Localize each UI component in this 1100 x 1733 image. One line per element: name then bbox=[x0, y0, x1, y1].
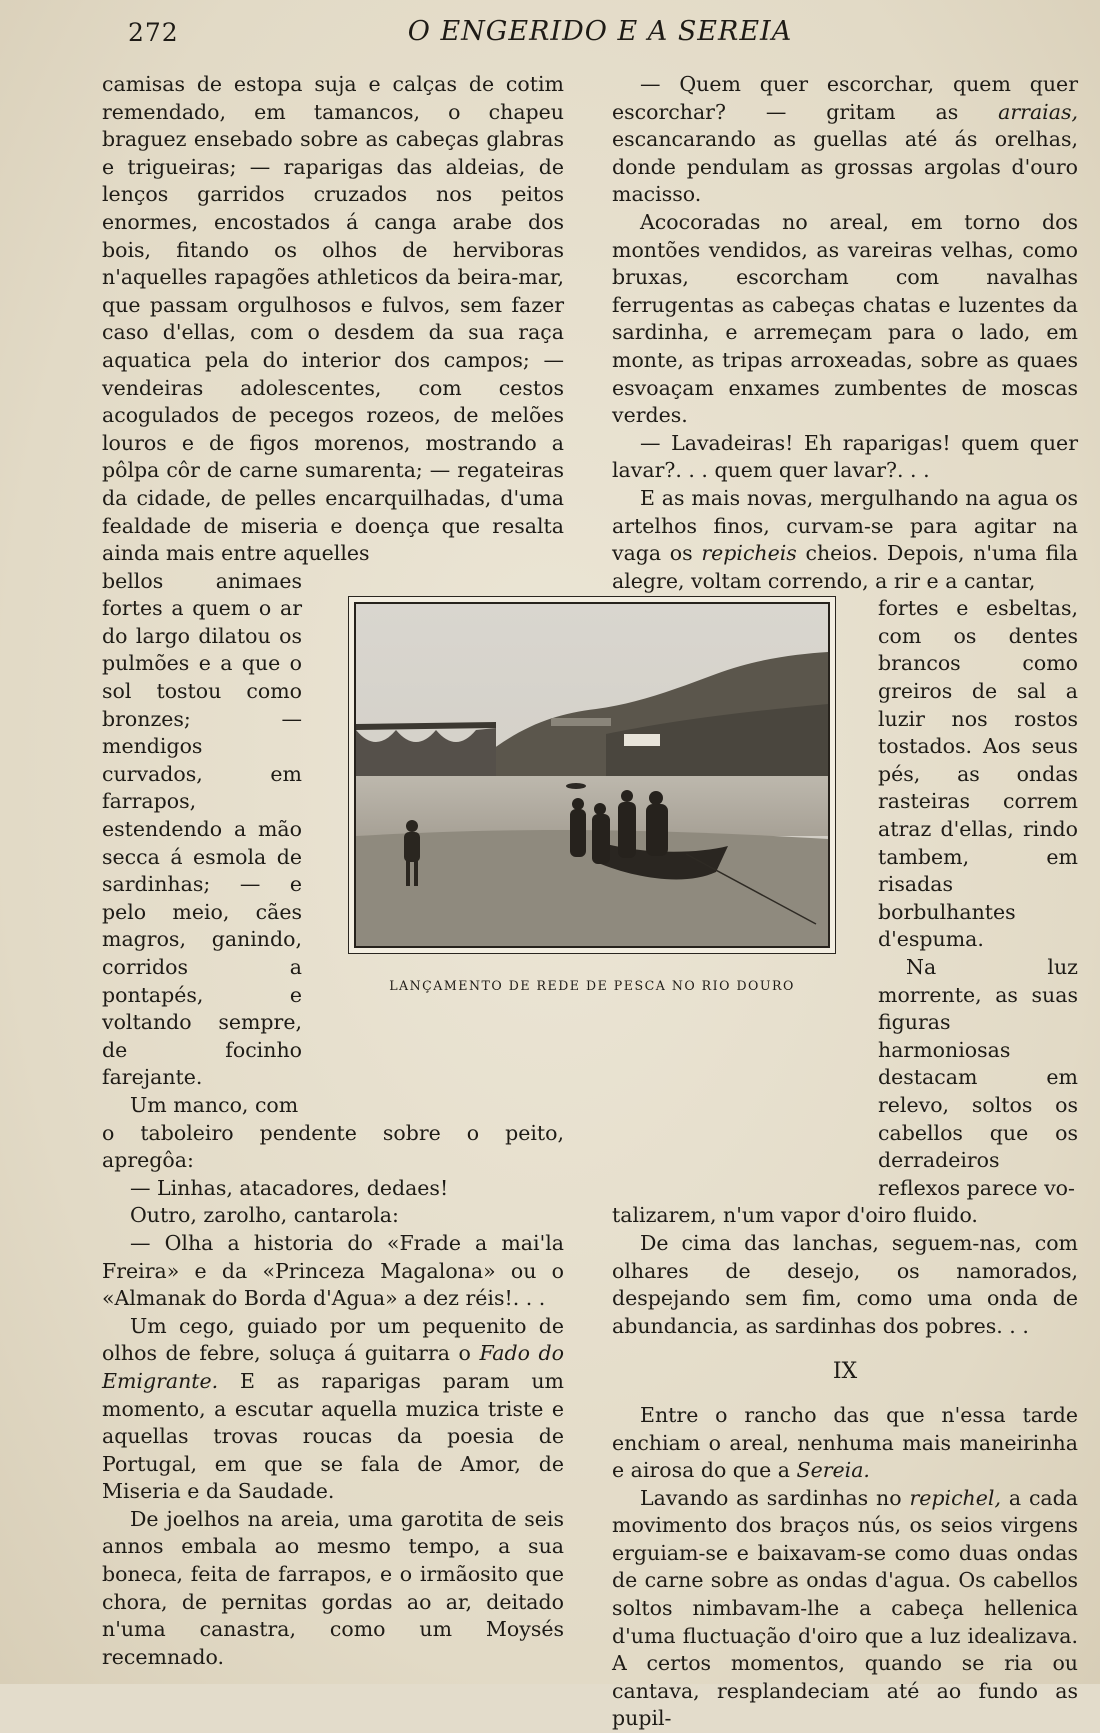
p8-text-b: a cada movimento dos braços nús, os seios virgens erguiam-se e baixavam-se como duas ondas de carne sobre as ondas d'agua. Os cabellos soltos nimbavam-lhe a cabeça hellenica d'uma fluctuação d'oiro que a luz idealizava. A certos momentos, quando se ria ou cantava, resplandeciam até ao fundo as pupil- bbox=[612, 1485, 1078, 1731]
p6-text-b: E as raparigas param um momento, a escutar aquella muzica triste e aquellas trovas roucas da poesia de Portugal, em que se fala de Amor, de Miseria e da Saudade. bbox=[102, 1368, 564, 1504]
left-paragraph-3: — Linhas, atacadores, dedaes! bbox=[130, 1175, 449, 1200]
section-heading: IX bbox=[832, 1359, 858, 1385]
p4-text-a: E as mais novas, mergulhando na agua os artelhos finos, curvam-se para agitar na vaga os bbox=[612, 485, 1078, 566]
p8-text-a: Lavando as sardinhas no bbox=[640, 1485, 910, 1510]
left-paragraph-4: Outro, zarolho, cantarola: bbox=[130, 1203, 399, 1228]
left-paragraph-7: De joelhos na areia, uma garotita de seis annos embala ao mesmo tempo, a sua boneca, feita de farrapos, e o irmãosito que chora, de pernitas gordas ao ar, deitado n'uma canastra, como um Moysés recemnado. bbox=[102, 1506, 564, 1669]
right-paragraph-8 bbox=[612, 1485, 1078, 1733]
right-paragraph-4-wrapped: fortes e esbeltas, com os dentes brancos como greiros de sal a luzir nos rostos tostados. Aos seus pés, as ondas rasteiras correm atraz d'ellas, rindo tambem, em risadas borbulhantes d'espuma. bbox=[878, 596, 1078, 952]
p6-text-a: Um cego, guiado por um pequenito de olhos de febre, soluça á guitarra o bbox=[102, 1313, 564, 1366]
p8-italic: repichel, bbox=[909, 1485, 1001, 1510]
running-title: O ENGERIDO E A SEREIA bbox=[407, 16, 793, 47]
right-paragraph-6: De cima das lanchas, seguem-nas, com olhares de desejo, os namorados, despejando sem fim, como uma onda de abundancia, as sardinhas dos pobres. . . bbox=[612, 1230, 1078, 1338]
left-paragraph-6 bbox=[102, 1313, 564, 1506]
building-wall bbox=[551, 718, 611, 726]
figure-frame bbox=[348, 596, 836, 954]
left-paragraph-2: o taboleiro pendente sobre o peito, apregôa: bbox=[102, 1120, 564, 1173]
p7-text-a: Entre o rancho das que n'essa tarde enchiam o areal, nenhuma mais maneirinha e airosa do que a bbox=[612, 1402, 1078, 1483]
page-number: 272 bbox=[128, 18, 179, 47]
figure-caption: LANÇAMENTO DE REDE DE PESCA NO RIO DOURO bbox=[389, 978, 795, 993]
building-white bbox=[624, 734, 660, 746]
p1-text-b: escancarando as guellas até ás orelhas, donde pendulam as grossas argolas d'ouro macisso. bbox=[612, 127, 1078, 207]
photo-illustration bbox=[356, 604, 828, 946]
left-paragraph-5: — Olha a historia do «Frade a mai'la Freira» e da «Princeza Magalona» ou o «Almanak do Borda d'Agua» a dez réis!. . . bbox=[102, 1230, 564, 1311]
river-photograph bbox=[354, 602, 830, 948]
p4-italic: repicheis bbox=[701, 541, 797, 566]
right-paragraph-1 bbox=[612, 71, 1078, 209]
right-paragraph-2: Acocoradas no areal, em torno dos montões vendidos, as vareiras velhas, como bruxas, escorcham com navalhas ferrugentas as cabeças chatas e luzentes da sardinha, e arremeçam para o lado, em monte, as tripas arroxeadas, sobre as quaes esvoaçam enxames zumbentes de moscas verdes. bbox=[612, 209, 1078, 428]
right-paragraph-3: — Lavadeiras! Eh raparigas! quem quer lavar?. . . quem quer lavar?. . . bbox=[612, 430, 1078, 483]
left-paragraph-1-wrapped: bellos animaes fortes a quem o ar do largo dilatou os pulmões e a que o sol tostou como bronzes; — mendigos curvados, em farrapos, estendendo a mão secca á esmola de sardinhas; — e pelo meio, cães magros, ganindo, corridos a pontapés, e voltando sempre, de focinho farejante. bbox=[102, 568, 302, 1090]
right-paragraph-5-wrapped: Na luz morrente, as suas figuras harmoniosas destacam em relevo, soltos os cabellos que os derradeiros reflexos parece vo- bbox=[878, 955, 1078, 1200]
right-paragraph-7 bbox=[612, 1402, 1078, 1485]
p6-title-italic: Fado do Emigrante. bbox=[102, 1341, 564, 1393]
left-paragraph-1: camisas de estopa suja e calças de cotim remendado, em tamancos, o chapeu braguez ensebado sobre as cabeças glabras e trigueiras; — raparigas das aldeias, de lenços garridos cruzados nos peitos enormes, encostados á canga arabe dos bois, fitando os olhos de herviboras n'aquelles rapagões athleticos da beira-mar, que passam orgulhosos e fulvos, sem fazer caso d'ellas, com o desdem da sua raça aquatica pela do interior dos campos; — vendeiras adolescentes, com cestos acogulados de pecegos rozeos, de melões louros e de figos morenos, mostrando a pôlpa côr de carne sumarenta; — regateiras da cidade, de pelles encarquilhadas, d'uma fealdade de miseria e doença que resalta ainda mais entre aquelles bbox=[102, 72, 564, 566]
p1-italic: arraias, bbox=[998, 99, 1078, 124]
distant-boat bbox=[566, 783, 586, 789]
right-paragraph-4 bbox=[612, 485, 1078, 595]
left-paragraph-2-wrapped: Um manco, com bbox=[130, 1092, 299, 1117]
p4-text-b: cheios. Depois, n'uma fila alegre, voltam correndo, a rir e a cantar, bbox=[612, 541, 1078, 593]
p1-text-a: — Quem quer escorchar, quem quer escorchar? — gritam as bbox=[612, 72, 1078, 124]
p7-italic: Sereia. bbox=[796, 1458, 870, 1483]
right-paragraph-5: talizarem, n'um vapor d'oiro fluido. bbox=[612, 1203, 978, 1228]
